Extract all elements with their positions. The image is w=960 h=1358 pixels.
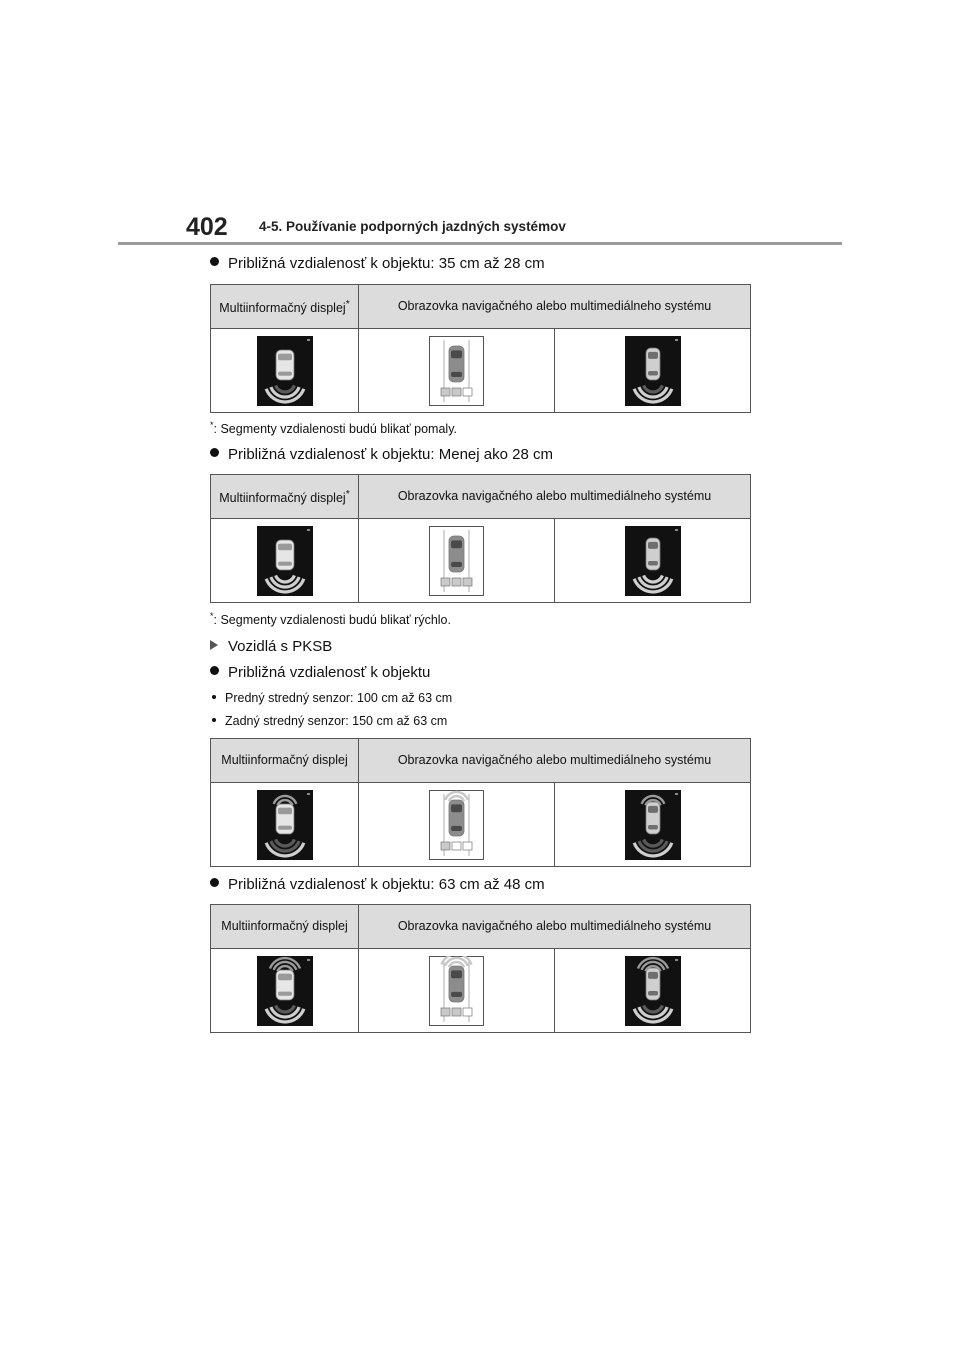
nav-light-image-cell (359, 329, 555, 413)
rear-sensor-zones (441, 388, 472, 396)
car-top-view-icon (646, 348, 660, 380)
car-top-view-icon (276, 804, 294, 834)
nav-dark-image-cell (555, 783, 751, 867)
sensor-zone (463, 388, 472, 396)
bullet-distance-63-48: Približná vzdialenosť k objektu: 63 cm až 48 cm (210, 876, 545, 893)
bullet-distance-35-28: Približná vzdialenosť k objektu: 35 cm až 28 cm (210, 255, 545, 272)
bullet-dot-icon (210, 448, 219, 457)
col-multiinfo-header: Multiinformačný displej* (211, 285, 359, 329)
mid-image-cell (211, 783, 359, 867)
indicator-mark (675, 339, 678, 341)
sensor-zone (452, 578, 461, 586)
nav-dark-image-cell (555, 949, 751, 1033)
sensor-zone (463, 578, 472, 586)
col-multiinfo-header: Multiinformačný displej* (211, 475, 359, 519)
bullet-dot-icon (212, 695, 216, 699)
display-table-4 (210, 904, 751, 1033)
mid-illustration (257, 336, 313, 406)
car-top-view-icon (449, 536, 464, 572)
indicator-mark (675, 793, 678, 795)
mid-image-cell (211, 949, 359, 1033)
sensor-zone (441, 1008, 450, 1016)
indicator-mark (307, 529, 310, 531)
indicator-mark (675, 529, 678, 531)
triangle-icon (210, 640, 218, 650)
sensor-zone (452, 388, 461, 396)
rear-sensor-zones (441, 1008, 472, 1016)
car-top-view-icon (646, 802, 660, 834)
sensor-zone (441, 842, 450, 850)
header-rule (118, 242, 842, 245)
nav-dark-image-cell (555, 329, 751, 413)
col-multiinfo-header: Multiinformačný displej (211, 905, 359, 949)
indicator-mark (307, 339, 310, 341)
bullet-dot-icon (210, 878, 219, 887)
col-nav-header: Obrazovka navigačného alebo multimediálneho systému (359, 475, 751, 519)
rear-sensor-zones (441, 842, 472, 850)
nav-light-illustration (429, 790, 484, 860)
bullet-dot-icon (212, 718, 216, 722)
footnote-2: *: Segmenty vzdialenosti budú blikať rýchlo. (210, 611, 451, 628)
col-nav-header: Obrazovka navigačného alebo multimediálneho systému (359, 739, 751, 783)
nav-dark-illustration (625, 956, 681, 1026)
sensor-zone (452, 1008, 461, 1016)
sensor-zone (463, 842, 472, 850)
nav-dark-illustration (625, 526, 681, 596)
col-nav-header: Obrazovka navigačného alebo multimediálneho systému (359, 905, 751, 949)
nav-light-illustration (429, 526, 484, 596)
list-item: Zadný stredný senzor: 150 cm až 63 cm (212, 714, 447, 728)
list-item: Predný stredný senzor: 100 cm až 63 cm (212, 691, 452, 705)
mid-image-cell (211, 329, 359, 413)
indicator-mark (307, 793, 310, 795)
car-top-view-icon (449, 800, 464, 836)
sensor-zone (463, 1008, 472, 1016)
nav-light-image-cell (359, 519, 555, 603)
car-top-view-icon (646, 538, 660, 570)
nav-light-illustration (429, 956, 484, 1026)
nav-dark-illustration (625, 336, 681, 406)
indicator-mark (675, 959, 678, 961)
car-top-view-icon (276, 970, 294, 1000)
section-title: 4-5. Používanie podporných jazdných systémov (259, 219, 566, 234)
car-top-view-icon (449, 966, 464, 1002)
page-number: 402 (186, 213, 228, 241)
car-top-view-icon (276, 350, 294, 380)
mid-illustration (257, 526, 313, 596)
car-top-view-icon (646, 968, 660, 1000)
bullet-dot-icon (210, 257, 219, 266)
rear-sensor-zones (441, 578, 472, 586)
bullet-distance-under-28: Približná vzdialenosť k objektu: Menej ako 28 cm (210, 446, 553, 463)
mid-illustration (257, 790, 313, 860)
display-table-2 (210, 474, 751, 603)
mid-image-cell (211, 519, 359, 603)
display-table-3 (210, 738, 751, 867)
mid-illustration (257, 956, 313, 1026)
subheading-pksb: Vozidlá s PKSB (210, 638, 332, 655)
nav-dark-illustration (625, 790, 681, 860)
sensor-zone (441, 578, 450, 586)
footnote-1: *: Segmenty vzdialenosti budú blikať pomaly. (210, 420, 457, 437)
nav-light-image-cell (359, 949, 555, 1033)
nav-light-illustration (429, 336, 484, 406)
sensor-zone (441, 388, 450, 396)
col-nav-header: Obrazovka navigačného alebo multimediálneho systému (359, 285, 751, 329)
sensor-zone (452, 842, 461, 850)
indicator-mark (307, 959, 310, 961)
display-table-1 (210, 284, 751, 413)
col-multiinfo-header: Multiinformačný displej (211, 739, 359, 783)
nav-light-image-cell (359, 783, 555, 867)
car-top-view-icon (276, 540, 294, 570)
car-top-view-icon (449, 346, 464, 382)
nav-dark-image-cell (555, 519, 751, 603)
bullet-dot-icon (210, 666, 219, 675)
bullet-pksb-distance: Približná vzdialenosť k objektu (210, 664, 430, 681)
